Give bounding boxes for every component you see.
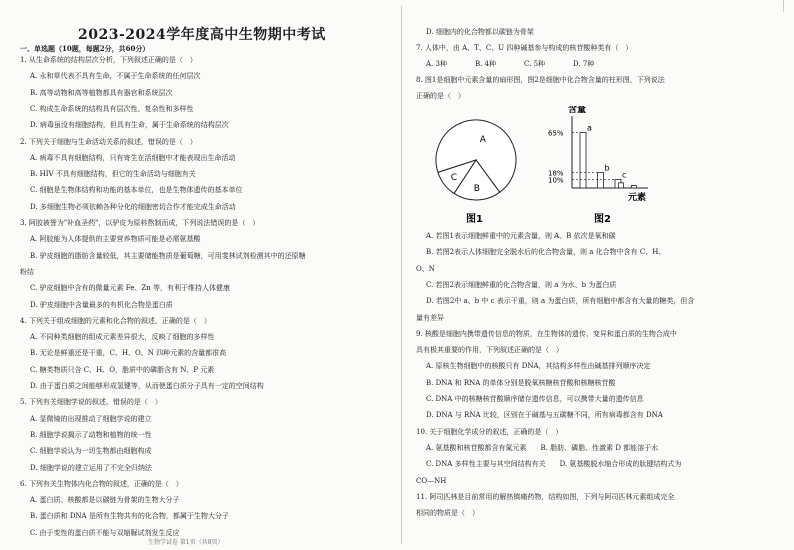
- question-line: D. 驴皮细胞中含量最多的有机化合物是蛋白质: [30, 300, 173, 309]
- bar-b: [598, 173, 604, 188]
- question-line: 10. 关于细胞化学成分的叙述，正确的是（ ）: [416, 427, 563, 436]
- pie-label-A: A: [479, 135, 486, 146]
- question-line: 2. 下列关于细胞与生命活动关系的叙述，错误的是（ ）: [20, 137, 197, 146]
- bar-label-b: b: [604, 163, 610, 173]
- question-line: C. DNA 多样性主要与其空间结构有关 D. 氨基酸脱水缩合形成的肽键结构式为: [426, 460, 682, 469]
- corner-mark: [783, 0, 794, 12]
- question-line: 3. 阿胶被誉为"补血圣药"，以驴皮为原料熬制而成，下列说法错误的是（ ）: [20, 219, 260, 227]
- question-line: 6. 下列有关生物体内化合物的叙述，正确的是（ ）: [20, 479, 183, 488]
- bar-label-a: a: [587, 123, 592, 133]
- question-line: B. 无论是鲜重还是干重，C、H、O、N 四种元素的含量都很高: [30, 349, 227, 358]
- question-line: D. DNA 与 RNA 比较，区别在于碱基与五碳糖不同，所有病毒都含有 DNA: [426, 411, 663, 420]
- question-line: B. 蛋白质和 DNA 是所有生物共有的化合物，都属于生物大分子: [30, 512, 229, 521]
- pie-label-C: C: [450, 172, 458, 183]
- left-column: [18, 0, 390, 550]
- question-line: C. DNA 中的核糖核苷酸顺序储存遗传信息，可以携带大量的遗传信息: [426, 395, 644, 403]
- question-line: B. DNA 和 RNA 的单体分别是脱氧核糖核苷酸和核糖核苷酸: [426, 378, 616, 387]
- pie-slices: [436, 120, 516, 200]
- right-column: [414, 0, 776, 550]
- bar-minor-1: [631, 185, 636, 188]
- bar-minor-0: [619, 183, 624, 188]
- y-tick-a: 65%: [548, 129, 564, 138]
- question-line: B. 若图2表示人体细胞完全脱水后的化合物含量，则 a 化合物中含有 C、H、: [426, 248, 666, 257]
- question-line: A. 显微镜的出现推动了细胞学说的建立: [30, 414, 152, 423]
- question-line: A. 蛋白质、核酸都是以碳链为骨架的生物大分子: [30, 496, 180, 505]
- question-line: 量有差异: [416, 313, 444, 322]
- figure-2-bar-chart: [542, 106, 652, 230]
- y-tick-c: 10%: [548, 176, 564, 185]
- figure-1-title: 图1: [466, 214, 483, 225]
- question-line: D. 病毒虽没有细胞结构，但具有生命，属于生命系统的结构层次: [30, 121, 229, 130]
- y-axis-label: 含量: [568, 106, 587, 115]
- question-line: C. 驴皮细胞中含有的微量元素 Fe、Zn 等，有利于维持人体健康: [30, 284, 230, 293]
- question-line: B. HIV 不具有细胞结构，但它的生命活动与细胞有关: [30, 170, 196, 179]
- question-line: D. 细胞内的化合物都以碳链为骨架: [426, 28, 534, 36]
- question-line: C. 糖类物质只含 C、H、O，脂质中的磷脂含有 N、P 元素: [30, 365, 215, 374]
- question-line: 具有极其重要的作用，下列叙述正确的是（ ）: [416, 346, 563, 355]
- question-line: 相同的物质是（ ）: [416, 509, 479, 518]
- question-line: O、N: [416, 264, 435, 273]
- exam-title: 2023-2024学年度高中生物期中考试: [78, 27, 326, 43]
- question-line: C. 细胞是生物体结构和功能的基本单位，也是生物体遗传的基本单位: [30, 186, 243, 195]
- question-line: 9. 核酸是细胞内携带遗传信息的物质，在生物体的遗传、变异和蛋白质的生物合成中: [416, 329, 677, 338]
- pie-label-B: B: [473, 183, 480, 194]
- question-line: D. 若图2中 a、b 中 c 表示干重，则 a 为蛋白质，所有细胞中都含有大量的糖类，但含: [426, 297, 695, 306]
- question-line: C. 由于变性的蛋白质不能与双缩脲试剂发生反应: [30, 528, 180, 537]
- question-line: A. 永和草代表不具有生命，不属于生命系统的任何层次: [30, 72, 201, 81]
- question-line: B. 驴皮细胞的脂肪含量较低，其主要储能物质是葡萄糖，可用斐林试剂检测其中的还原糖: [30, 251, 306, 260]
- question-line: B. 高等动物和高等植物都具有器官和系统层次: [30, 88, 173, 97]
- section-heading: 一、单选题（10题，每题2分，共60分）: [20, 44, 150, 53]
- question-line: B. 细胞学说揭示了动物和植物的统一性: [30, 430, 152, 439]
- x-axis-label: 元素: [628, 193, 647, 203]
- question-line: A. 阿胶能为人体提供的主要营养物质可能是必需氨基酸: [30, 235, 201, 244]
- column-divider: [401, 6, 402, 544]
- page-footer: 生物学试卷 第1页（共8页）: [148, 539, 224, 546]
- question-line: 4. 下列关于组成细胞的元素和化合物的叙述，正确的是（ ）: [20, 316, 211, 325]
- figure-1-pie-chart: [426, 110, 536, 228]
- question-line: D. 由于蛋白质之间能够形成氢键等，从而使蛋白质分子具有一定的空间结构: [30, 382, 264, 390]
- question-line: A. 氨基酸和核苷酸都含有氮元素 B. 脂肪、磷脂、性激素 D 都能溶于水: [426, 443, 659, 452]
- question-line: C. 构成生命系统的结构具有层次性、复杂性和多样性: [30, 104, 194, 113]
- question-line: 粉结: [20, 267, 34, 276]
- question-line: 7. 人体中，由 A、T、C、U 四种碱基参与构成的核苷酸种类有（ ）: [416, 44, 633, 52]
- figure-2-title: 图2: [594, 214, 611, 225]
- question-line: A. 3种 B. 4种 C. 5种 D. 7种: [426, 60, 595, 68]
- question-line: D. 细胞学说的建立运用了不完全归纳法: [30, 463, 152, 472]
- question-line: A. 原核生物细胞中的核酸只有 DNA，其结构多样性由碱基排列顺序决定: [426, 362, 651, 371]
- question-line: CO—NH: [416, 476, 447, 485]
- question-line: 5. 下列有关细胞学说的叙述，错误的是（ ）: [20, 398, 162, 407]
- question-line: 1. 从生命系统的结构层次分析，下列叙述正确的是（ ）: [20, 56, 197, 64]
- question-line: A. 病毒不具有细胞结构，只有寄生在活细胞中才能表现出生命活动: [30, 153, 236, 162]
- question-line: C. 若图2表示细胞鲜重的化合物含量，则 a 为水、b 为蛋白质: [426, 280, 617, 289]
- question-line: 8. 图1是细胞中元素含量的扇形图，图2是细胞中化合物含量的柱形图，下列说法: [416, 76, 665, 84]
- bar-label-c: c: [622, 170, 627, 180]
- question-line: D. 多细胞生物必须依赖各种分化的细胞密切合作才能完成生命活动: [30, 202, 236, 211]
- question-line: C. 细胞学说认为一切生物都由细胞构成: [30, 447, 152, 456]
- question-line: 正确的是（ ）: [416, 92, 465, 100]
- question-line: A. 不同种类细胞的组成元素差异很大，反映了细胞的多样性: [30, 333, 215, 342]
- question-line: 11. 阿司匹林是目前常用的解热镇痛药物，结构如图，下列与阿司匹林元素组成完全: [416, 492, 675, 501]
- question-line: A. 若图1表示细胞鲜重中的元素含量，则 A、B 依次是氧和碳: [426, 232, 616, 240]
- bar-marks: [548, 106, 648, 203]
- y-tick-b: 18%: [548, 169, 564, 178]
